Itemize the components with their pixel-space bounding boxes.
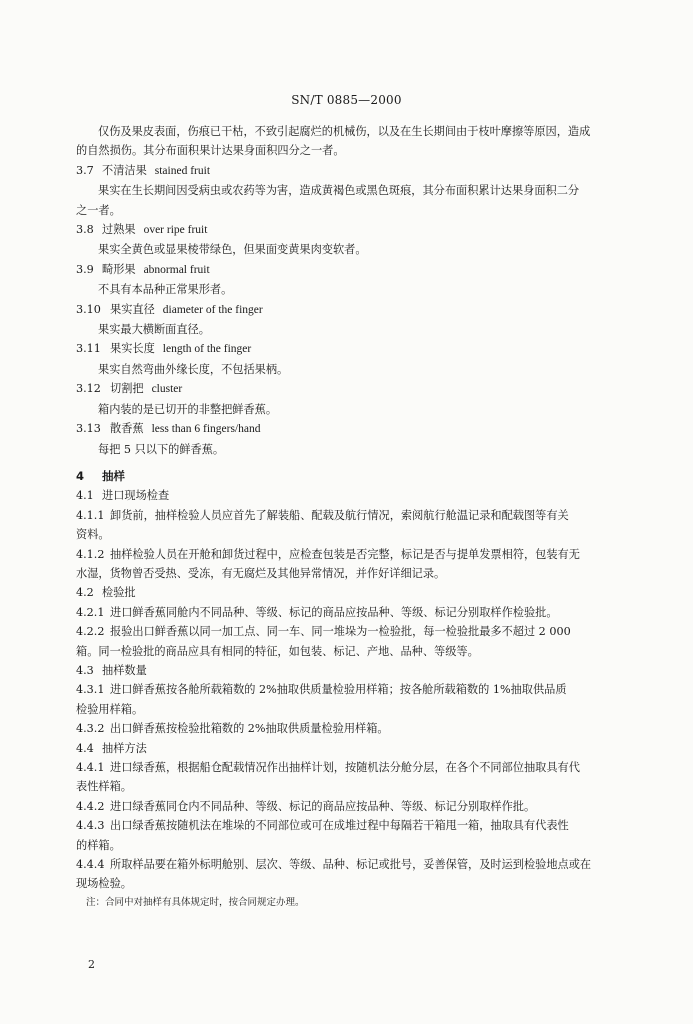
clause-term: 散香蕉	[110, 422, 144, 436]
paragraph-line: 箱。同一检验批的商品应具有相同的特征，如包装、标记、产地、品种、等级等。	[76, 644, 479, 658]
clause-3-13	[76, 419, 642, 439]
paragraph-line: 检验用样箱。	[76, 702, 144, 716]
paragraph-line: 资料。	[76, 528, 110, 542]
paragraph-line: 果实自然弯曲外缘长度，不包括果柄。	[98, 362, 289, 376]
clause-number: 4.3	[76, 663, 94, 677]
clause-number: 3.9	[76, 262, 94, 276]
paragraph-line: 之一者。	[76, 203, 121, 217]
clause-3-9	[76, 260, 642, 280]
clause-3-10	[76, 300, 642, 320]
clause-title: 检验批	[102, 586, 136, 600]
clause-number: 4.4.1	[76, 761, 105, 774]
clause-number: 3.11	[76, 342, 101, 356]
page-number: 2	[88, 958, 95, 971]
paragraph-line: 仅伤及果皮表面，伤痕已干枯，不致引起腐烂的机械伤，以及在生长期间由于枝叶摩擦等原因，造成	[98, 125, 591, 138]
clause-4-1	[76, 486, 642, 505]
section-title: 抽样	[102, 468, 125, 483]
note: 注：合同中对抽样有具体规定时，按合同规定办理。	[86, 896, 305, 908]
clause-number: 4.2.2	[76, 625, 105, 639]
clause-title: 抽样数量	[102, 663, 147, 677]
clause-4-2	[76, 583, 642, 602]
clause-term-en: diameter of the finger	[162, 303, 263, 316]
clause-4-2-1	[76, 603, 642, 622]
clause-text: 出口鲜香蕉按检验批箱数的 2%抽取供质量检验用样箱。	[110, 722, 389, 736]
clause-3-8	[76, 220, 642, 240]
clause-number: 3.10	[76, 302, 101, 316]
clause-text: 所取样品要在箱外标明舱别、层次、等级、品种、标记或批号，妥善保管，及时运到检验地点或在	[110, 858, 592, 872]
clause-term: 果实长度	[110, 342, 155, 356]
standard-code: SN/T 0885—2000	[291, 93, 402, 107]
paragraph-line: 每把 5 只以下的鲜香蕉。	[98, 442, 225, 456]
clause-number: 4.4.2	[76, 799, 105, 813]
paragraph-line: 的自然损伤。其分布面积果计达果身面积四分之一者。	[76, 144, 345, 158]
clause-4-3-2	[76, 719, 642, 738]
clause-term: 过熟果	[102, 223, 136, 237]
clause-4-2-2	[76, 622, 642, 641]
paragraph-line: 果实全黄色或显果棱带绿色，但果面变黄果肉变软者。	[98, 243, 367, 257]
clause-4-4	[76, 739, 642, 758]
clause-number: 4.3.2	[76, 722, 105, 736]
section-4-heading	[76, 467, 642, 486]
clause-title: 进口现场检查	[102, 489, 170, 503]
paragraph-line: 的样箱。	[76, 838, 121, 852]
paragraph-line: 箱内装的是已切开的非整把鲜香蕉。	[98, 402, 278, 416]
page-header	[0, 93, 693, 107]
clause-term-en: over ripe fruit	[143, 224, 208, 237]
paragraph-line: 不具有本品种正常果形者。	[98, 283, 233, 297]
clause-term: 果实直径	[110, 302, 155, 316]
clause-number: 3.12	[76, 382, 101, 396]
clause-number: 4.2	[76, 586, 94, 600]
clause-number: 4.1.2	[76, 547, 105, 561]
clause-text: 进口绿香蕉，根据船仓配载情况作出抽样计划，按随机法分舱分层，在各个不同部位抽取具有代	[110, 761, 580, 774]
section-number: 4	[76, 468, 85, 483]
clause-text: 卸货前，抽样检验人员应首先了解装船、配载及航行情况，索阅航行舱温记录和配载图等有关	[110, 508, 569, 522]
clause-number: 4.4	[76, 741, 94, 755]
clause-term: 不清洁果	[102, 163, 147, 177]
clause-number: 4.4.4	[76, 858, 105, 872]
page-body	[76, 122, 642, 912]
clause-4-1-2	[76, 545, 642, 564]
clause-text: 进口鲜香蕉按各舱所载箱数的 2%抽取供质量检验用样箱；按各舱所载箱数的 1%抽取供品质	[110, 683, 567, 697]
clause-number: 4.3.1	[76, 683, 105, 697]
clause-term-en: length of the finger	[162, 343, 252, 356]
clause-4-4-4	[76, 855, 642, 874]
clause-3-12	[76, 379, 642, 399]
clause-term-en: cluster	[151, 383, 183, 396]
clause-text: 抽样检验人员在开舱和卸货过程中，应检查包装是否完整，标记是否与提单发票相符，包装有无	[110, 547, 580, 561]
clause-text: 出口绿香蕉按随机法在堆垛的不同部位或可在成堆过程中每隔若干箱甩一箱，抽取具有代表性	[110, 819, 569, 833]
paragraph-line: 水湿，货物曾否受热、受冻，有无腐烂及其他异常情况，并作好详细记录。	[76, 566, 446, 580]
clause-text: 报验出口鲜香蕉以同一加工点、同一车、同一堆垛为一检验批，每一检验批最多不超过 2 000	[110, 625, 571, 639]
clause-text: 进口鲜香蕉同舱内不同品种、等级、标记的商品应按品种、等级、标记分别取样作检验批。	[110, 605, 558, 619]
paragraph-line: 果实最大横断面直径。	[98, 323, 210, 337]
clause-4-4-3	[76, 816, 642, 835]
clause-title: 抽样方法	[102, 741, 147, 755]
clause-number: 4.2.1	[76, 605, 105, 619]
clause-3-11	[76, 339, 642, 359]
clause-number: 3.13	[76, 422, 101, 436]
clause-number: 3.7	[76, 163, 94, 177]
clause-term-en: less than 6 fingers/hand	[151, 423, 261, 436]
clause-number: 4.4.3	[76, 819, 105, 833]
paragraph-line: 表性样箱。	[76, 780, 132, 794]
clause-text: 进口绿香蕉同仓内不同品种、等级、标记的商品应按品种、等级、标记分别取样作批。	[110, 799, 536, 813]
clause-4-4-1	[76, 758, 642, 777]
clause-term: 切割把	[110, 382, 144, 396]
clause-4-3	[76, 661, 642, 680]
clause-4-4-2	[76, 797, 642, 816]
clause-term: 畸形果	[102, 262, 136, 276]
paragraph-line: 现场检验。	[76, 877, 132, 891]
clause-3-7	[76, 161, 642, 181]
clause-number: 4.1	[76, 489, 94, 503]
clause-4-1-1	[76, 506, 642, 525]
clause-term-en: stained fruit	[154, 164, 211, 177]
clause-term-en: abnormal fruit	[143, 263, 210, 276]
clause-4-3-1	[76, 680, 642, 699]
clause-number: 4.1.1	[76, 508, 105, 522]
paragraph-line: 果实在生长期间因受病虫或农药等为害，造成黄褐色或黑色斑痕，其分布面积累计达果身面积二分	[98, 184, 580, 198]
clause-number: 3.8	[76, 223, 94, 237]
